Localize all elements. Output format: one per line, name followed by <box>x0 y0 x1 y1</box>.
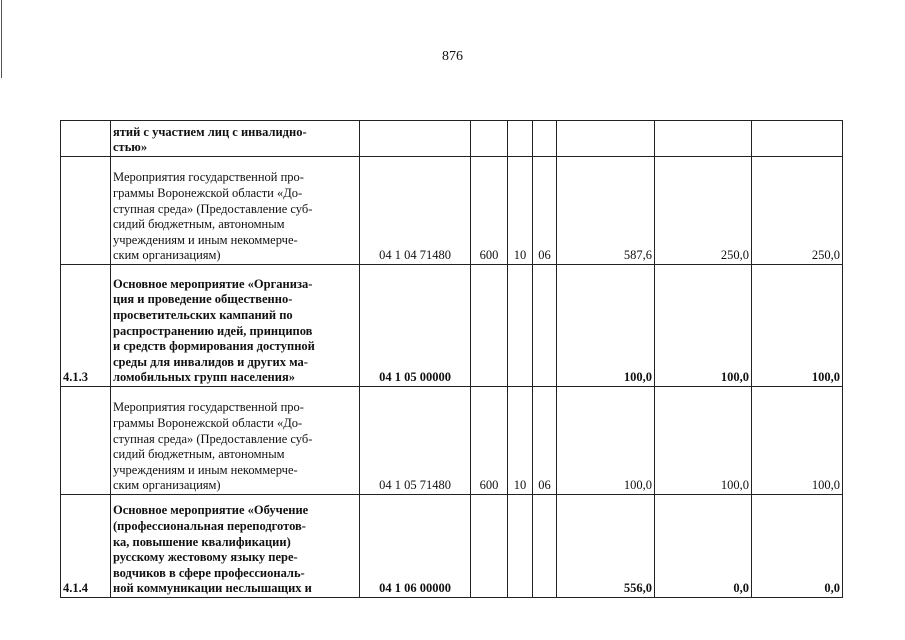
cell-name <box>111 265 360 387</box>
cell-code <box>61 121 111 157</box>
budget-table <box>60 120 843 598</box>
cell-name <box>111 121 360 157</box>
cell-amount-2: 250,0 <box>655 157 752 265</box>
name-line: стью» <box>113 140 148 155</box>
cell-code <box>61 387 111 495</box>
margin-rule <box>1 0 2 78</box>
cell-name <box>111 387 360 495</box>
cell-amount-1 <box>557 121 655 157</box>
name-line: русскому жестовому языку пере- <box>113 550 298 565</box>
name-line: граммы Воронежской области «До- <box>113 186 303 201</box>
name-line: Мероприятия государственной про- <box>113 400 304 415</box>
table-row <box>61 157 843 265</box>
name-line: сидий бюджетным, автономным <box>113 447 285 462</box>
cell-rz: 10 <box>508 157 533 265</box>
name-line: ским организациям) <box>113 248 221 263</box>
name-line: Основное мероприятие «Организа- <box>113 276 313 291</box>
cell-amount-3: 0,0 <box>752 495 843 598</box>
table-row <box>61 265 843 387</box>
cell-amount-2 <box>655 121 752 157</box>
table-row <box>61 495 843 598</box>
cell-amount-3: 100,0 <box>752 387 843 495</box>
cell-kcsr: 04 1 06 00000 <box>360 495 471 598</box>
cell-amount-1: 587,6 <box>557 157 655 265</box>
cell-vr: 600 <box>471 157 508 265</box>
name-line: и средств формирования доступной <box>113 339 315 354</box>
name-line: ломобильных групп населения» <box>113 370 295 385</box>
cell-pr <box>533 495 557 598</box>
cell-vr <box>471 121 508 157</box>
cell-rz <box>508 121 533 157</box>
name-line: ступная среда» (Предоставление суб- <box>113 201 313 216</box>
cell-rz: 10 <box>508 387 533 495</box>
cell-amount-2: 100,0 <box>655 265 752 387</box>
cell-kcsr: 04 1 05 71480 <box>360 387 471 495</box>
name-line: водчиков в сфере профессиональ- <box>113 565 305 580</box>
cell-amount-2: 100,0 <box>655 387 752 495</box>
cell-rz <box>508 265 533 387</box>
cell-pr <box>533 121 557 157</box>
cell-amount-3 <box>752 121 843 157</box>
table-row <box>61 121 843 157</box>
cell-kcsr: 04 1 05 00000 <box>360 265 471 387</box>
name-line: ной коммуникации неслышащих и <box>113 581 312 596</box>
cell-name <box>111 495 360 598</box>
name-line: учреждениям и иным некоммерче- <box>113 462 298 477</box>
name-line: среды для инвалидов и других ма- <box>113 354 308 369</box>
name-line: ка, повышение квалификации) <box>113 534 291 549</box>
cell-vr <box>471 265 508 387</box>
cell-amount-1: 556,0 <box>557 495 655 598</box>
cell-vr <box>471 495 508 598</box>
name-line: ция и проведение общественно- <box>113 292 293 307</box>
cell-code: 4.1.3 <box>61 265 111 387</box>
cell-code <box>61 157 111 265</box>
page-number: 876 <box>442 49 463 64</box>
name-line: ятий с участием лиц с инвалидно- <box>113 124 307 139</box>
cell-amount-2: 0,0 <box>655 495 752 598</box>
cell-rz <box>508 495 533 598</box>
cell-amount-1: 100,0 <box>557 265 655 387</box>
name-line: сидий бюджетным, автономным <box>113 217 285 232</box>
name-line: ступная среда» (Предоставление суб- <box>113 431 313 446</box>
cell-kcsr: 04 1 04 71480 <box>360 157 471 265</box>
cell-name <box>111 157 360 265</box>
cell-kcsr <box>360 121 471 157</box>
name-line: учреждениям и иным некоммерче- <box>113 232 298 247</box>
cell-amount-3: 250,0 <box>752 157 843 265</box>
name-line: (профессиональная переподготов- <box>113 519 306 534</box>
cell-code: 4.1.4 <box>61 495 111 598</box>
name-line: Основное мероприятие «Обучение <box>113 503 309 518</box>
cell-amount-3: 100,0 <box>752 265 843 387</box>
cell-pr: 06 <box>533 387 557 495</box>
name-line: Мероприятия государственной про- <box>113 170 304 185</box>
name-line: граммы Воронежской области «До- <box>113 416 303 431</box>
cell-pr: 06 <box>533 157 557 265</box>
cell-vr: 600 <box>471 387 508 495</box>
cell-pr <box>533 265 557 387</box>
name-line: распространению идей, принципов <box>113 323 313 338</box>
name-line: ским организациям) <box>113 478 221 493</box>
cell-amount-1: 100,0 <box>557 387 655 495</box>
table-row <box>61 387 843 495</box>
name-line: просветительских кампаний по <box>113 308 293 323</box>
